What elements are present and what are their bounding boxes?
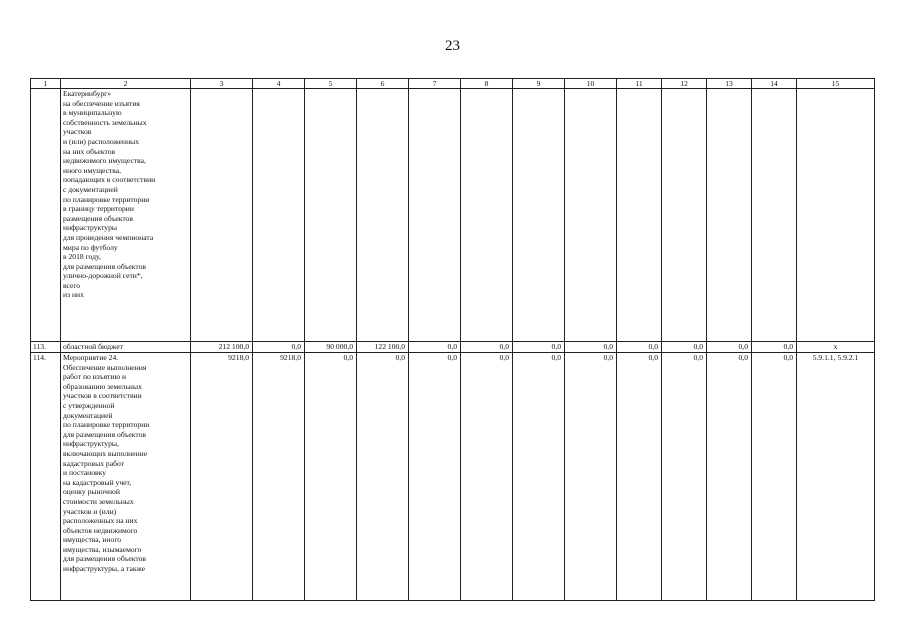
value-cell: 0,0 — [752, 353, 797, 601]
header-cell: 12 — [662, 79, 707, 89]
value-cell: 0,0 — [565, 342, 617, 353]
value-cell — [357, 89, 409, 342]
row-description-cell: областной бюджет — [61, 342, 191, 353]
page-number: 23 — [445, 38, 460, 54]
value-cell: 0,0 — [662, 353, 707, 601]
row-number-cell — [31, 89, 61, 342]
value-cell — [191, 89, 253, 342]
value-cell — [253, 89, 305, 342]
value-cell: 9218,0 — [253, 353, 305, 601]
value-cell: 0,0 — [305, 353, 357, 601]
budget-table — [30, 78, 875, 601]
value-cell — [461, 89, 513, 342]
value-cell — [752, 89, 797, 342]
value-cell: 0,0 — [409, 353, 461, 601]
value-cell: 0,0 — [461, 342, 513, 353]
value-cell: 0,0 — [461, 353, 513, 601]
header-cell: 3 — [191, 79, 253, 89]
value-cell: 0,0 — [513, 342, 565, 353]
row-description-cell: Екатеринбург» на обеспечение изъятия в муниципальную собственность земельных участков и (или) расположенных на них объектов недвижимого имущества, иного имущества, попадающих в соответствии с документацией по планировке территории в границу территории размещения объектов инфраструктуры для проведения чемпионата мира по футболу в 2018 году, для размещения объектов улично-дорожной сети*, всего из них — [61, 89, 191, 342]
header-cell: 5 — [305, 79, 357, 89]
value-cell — [409, 89, 461, 342]
value-cell: 0,0 — [357, 353, 409, 601]
header-cell: 6 — [357, 79, 409, 89]
value-cell — [662, 89, 707, 342]
value-cell: 0,0 — [409, 342, 461, 353]
value-cell — [617, 89, 662, 342]
value-cell: 90 000,0 — [305, 342, 357, 353]
value-cell: 122 100,0 — [357, 342, 409, 353]
header-cell: 4 — [253, 79, 305, 89]
header-cell: 11 — [617, 79, 662, 89]
header-row — [31, 79, 875, 89]
row-number-cell: 114. — [31, 353, 61, 601]
header-cell: 15 — [797, 79, 875, 89]
reference-cell — [797, 89, 875, 342]
value-cell: 0,0 — [707, 342, 752, 353]
value-cell: 0,0 — [707, 353, 752, 601]
value-cell: 0,0 — [662, 342, 707, 353]
value-cell — [565, 89, 617, 342]
header-cell: 10 — [565, 79, 617, 89]
value-cell: 9218,0 — [191, 353, 253, 601]
table-row-continued — [31, 89, 875, 342]
value-cell: 0,0 — [565, 353, 617, 601]
value-cell — [513, 89, 565, 342]
value-cell: 0,0 — [752, 342, 797, 353]
value-cell: 0,0 — [513, 353, 565, 601]
header-cell: 9 — [513, 79, 565, 89]
reference-cell: x — [797, 342, 875, 353]
table-row — [31, 353, 875, 601]
table-row — [31, 342, 875, 353]
header-cell: 14 — [752, 79, 797, 89]
value-cell: 0,0 — [253, 342, 305, 353]
value-cell — [707, 89, 752, 342]
header-cell: 13 — [707, 79, 752, 89]
row-description-cell: Мероприятие 24. Обеспечение выполнения работ по изъятию и образованию земельных участков в соответствии с утвержденной документацией по планировке территории для размещения объектов инфраструктуры, включающих выполнение кадастровых работ и постановку на кадастровый учет, оценку рыночной стоимости земельных участков и (или) расположенных на них объектов недвижимого имущества, иного имущества, изымаемого для размещения объектов инфраструктуры, а также — [61, 353, 191, 601]
row-number-cell: 113. — [31, 342, 61, 353]
header-cell: 1 — [31, 79, 61, 89]
value-cell — [305, 89, 357, 342]
value-cell: 212 100,0 — [191, 342, 253, 353]
header-cell: 2 — [61, 79, 191, 89]
reference-cell: 5.9.1.1, 5.9.2.1 — [797, 353, 875, 601]
header-cell: 7 — [409, 79, 461, 89]
value-cell: 0,0 — [617, 353, 662, 601]
header-cell: 8 — [461, 79, 513, 89]
value-cell: 0,0 — [617, 342, 662, 353]
